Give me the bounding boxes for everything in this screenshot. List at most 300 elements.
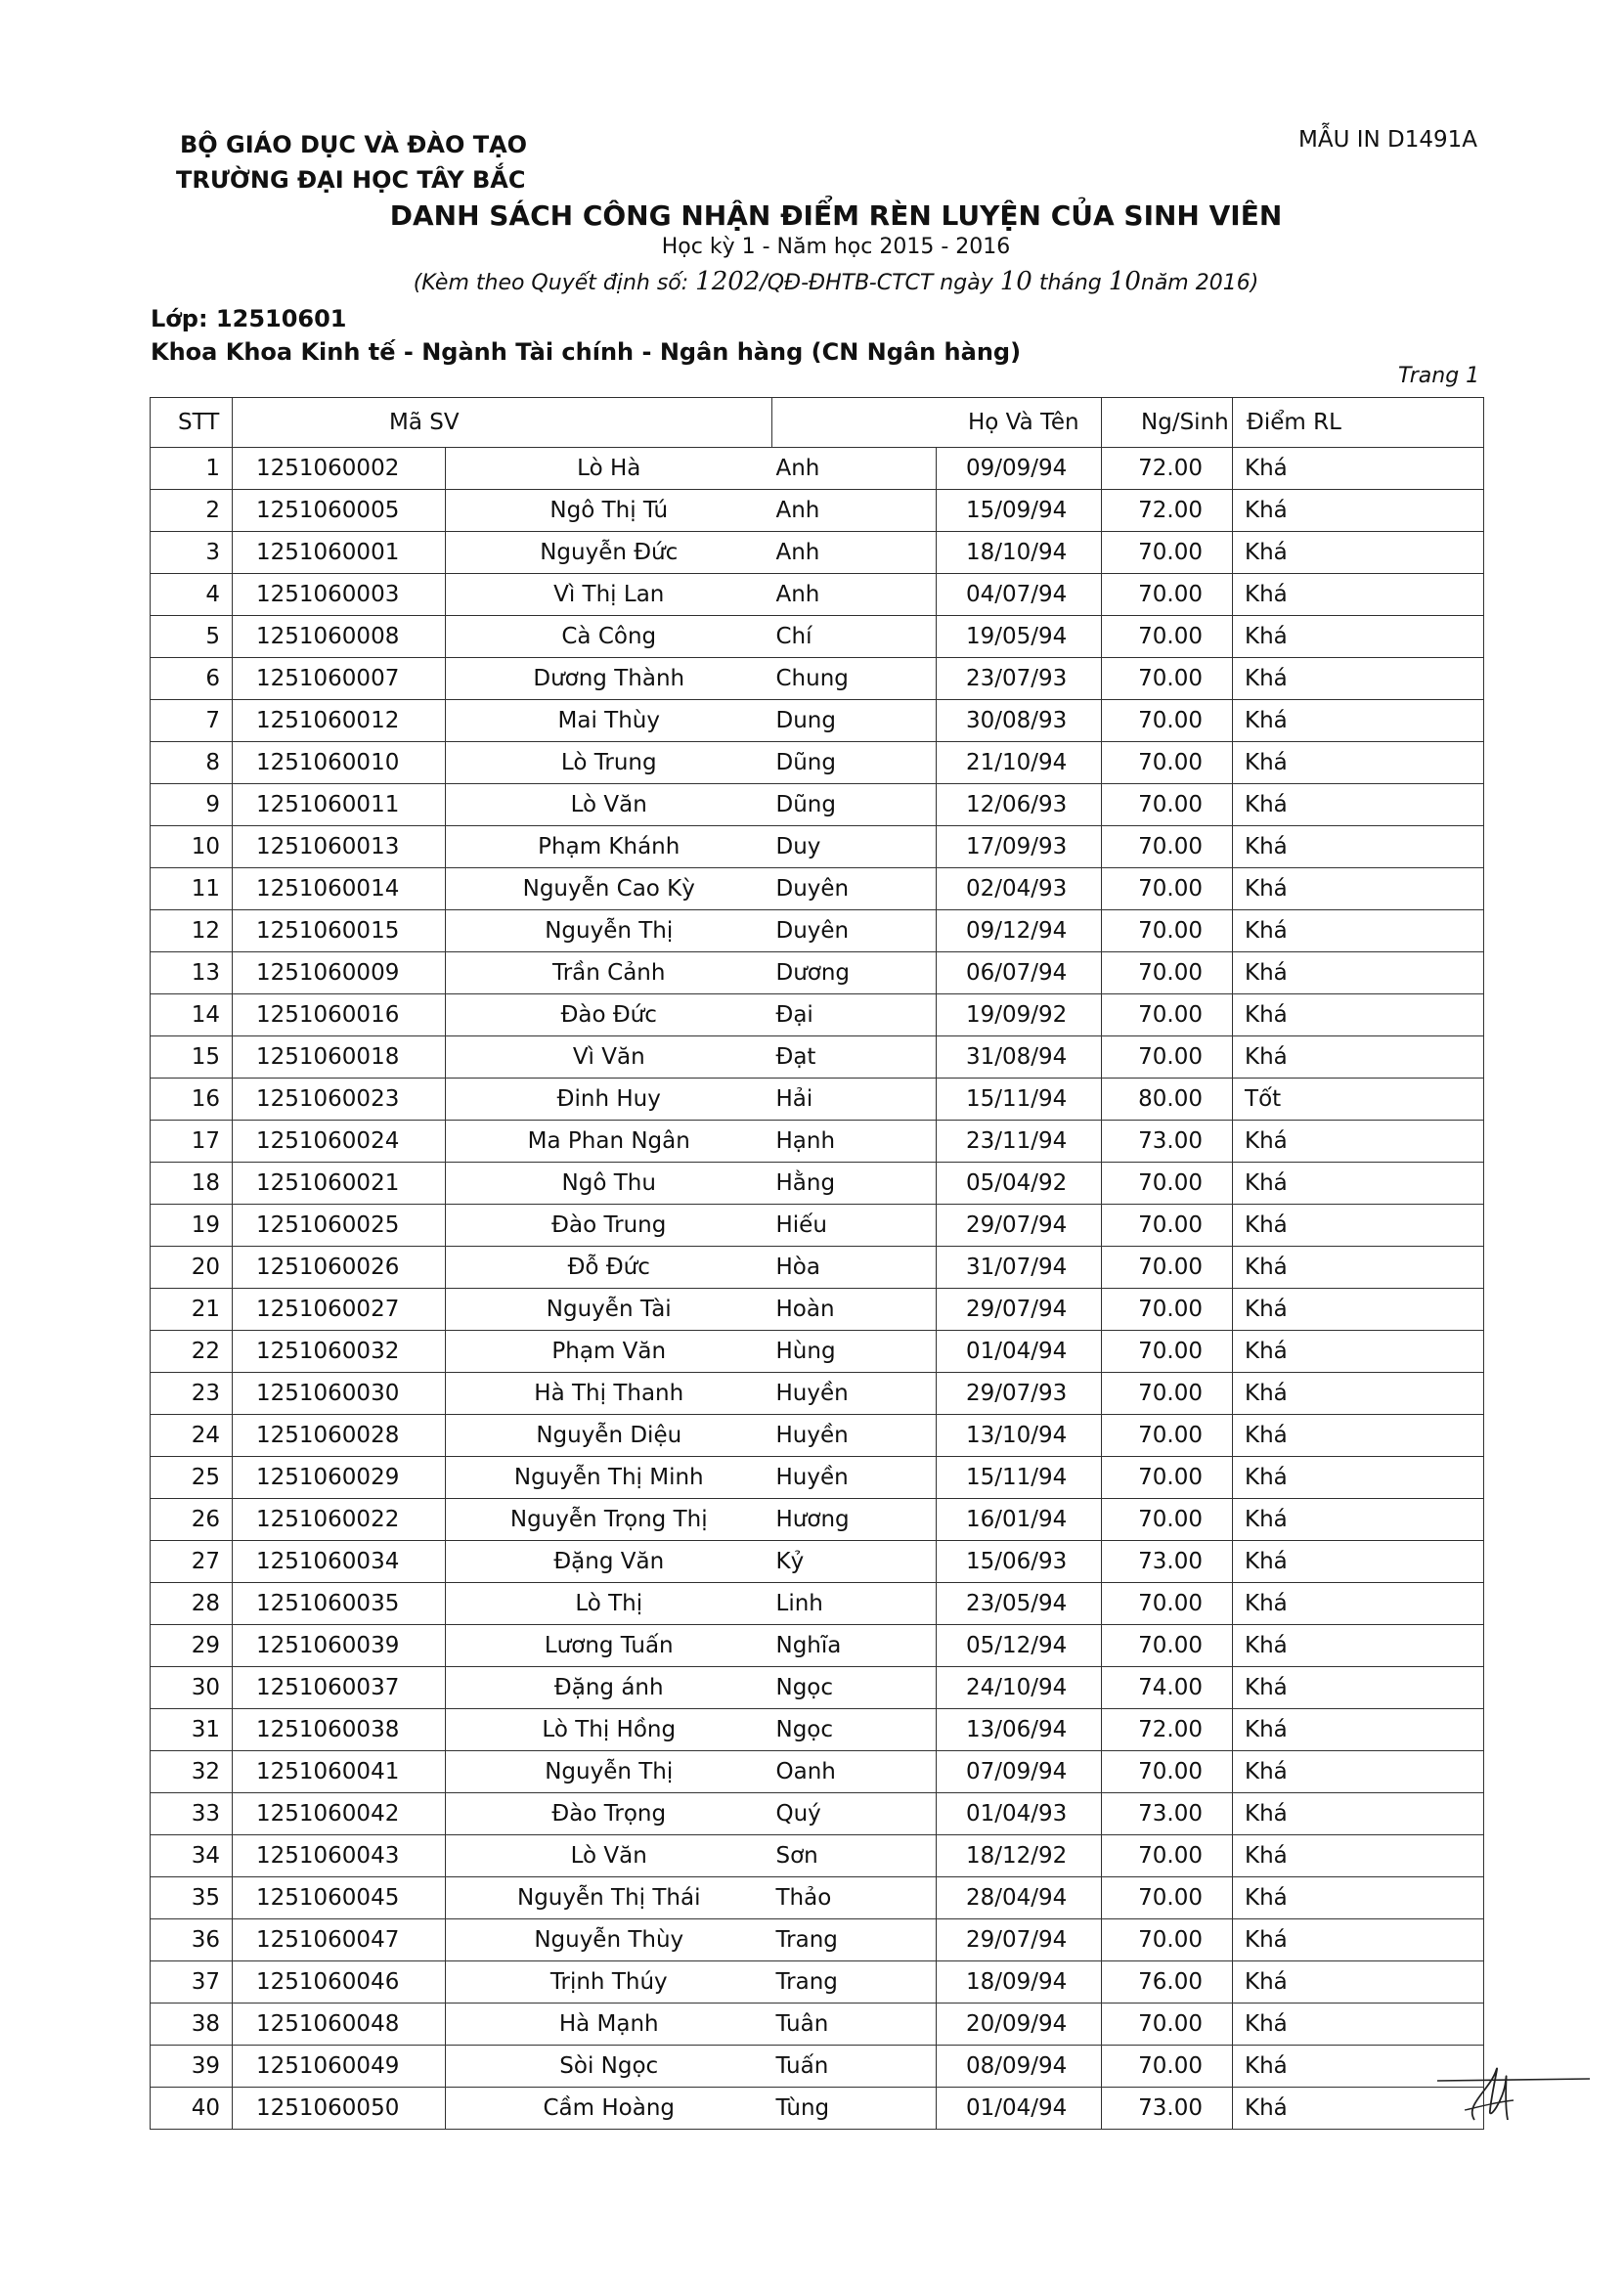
cell-stt: 2: [151, 490, 233, 532]
cell-date-of-birth: 29/07/93: [937, 1373, 1102, 1415]
cell-stt: 30: [151, 1667, 233, 1709]
cell-score: 70.00: [1102, 1751, 1233, 1793]
cell-student-id: 1251060009: [233, 952, 446, 994]
cell-score: 70.00: [1102, 994, 1233, 1036]
cell-stt: 35: [151, 1877, 233, 1919]
cell-date-of-birth: 29/07/94: [937, 1919, 1102, 1961]
cell-score: 70.00: [1102, 1835, 1233, 1877]
table-row: [151, 574, 1484, 616]
cell-last-middle-name: Cầm Hoàng: [446, 2088, 772, 2130]
table-row: [151, 1163, 1484, 1205]
cell-last-middle-name: Đặng ánh: [446, 1667, 772, 1709]
table-row: [151, 490, 1484, 532]
table-row: [151, 784, 1484, 826]
cell-stt: 11: [151, 868, 233, 910]
cell-classification: Khá: [1233, 2004, 1484, 2046]
cell-student-id: 1251060030: [233, 1373, 446, 1415]
cell-first-name: Quý: [772, 1793, 937, 1835]
cell-date-of-birth: 15/09/94: [937, 490, 1102, 532]
cell-last-middle-name: Ma Phan Ngân: [446, 1121, 772, 1163]
form-code: MẪU IN D1491A: [1297, 127, 1477, 153]
cell-score: 70.00: [1102, 1247, 1233, 1289]
cell-student-id: 1251060026: [233, 1247, 446, 1289]
cell-score: 70.00: [1102, 1205, 1233, 1247]
table-row: [151, 700, 1484, 742]
cell-stt: 21: [151, 1289, 233, 1331]
table-row: [151, 2088, 1484, 2130]
table-row: [151, 1205, 1484, 1247]
cell-stt: 39: [151, 2046, 233, 2088]
cell-student-id: 1251060032: [233, 1331, 446, 1373]
cell-classification: Khá: [1233, 1667, 1484, 1709]
cell-student-id: 1251060011: [233, 784, 446, 826]
cell-classification: Khá: [1233, 1457, 1484, 1499]
cell-date-of-birth: 07/09/94: [937, 1751, 1102, 1793]
cell-classification: Khá: [1233, 952, 1484, 994]
cell-score: 73.00: [1102, 1541, 1233, 1583]
cell-score: 73.00: [1102, 1121, 1233, 1163]
cell-date-of-birth: 18/10/94: [937, 532, 1102, 574]
cell-stt: 15: [151, 1036, 233, 1079]
cell-date-of-birth: 16/01/94: [937, 1499, 1102, 1541]
cell-classification: Khá: [1233, 1415, 1484, 1457]
table-row: [151, 1373, 1484, 1415]
semester-line: Học kỳ 1 - Năm học 2015 - 2016: [661, 235, 1011, 259]
cell-stt: 27: [151, 1541, 233, 1583]
cell-stt: 32: [151, 1751, 233, 1793]
cell-student-id: 1251060015: [233, 910, 446, 952]
cell-student-id: 1251060010: [233, 742, 446, 784]
cell-first-name: Chung: [772, 658, 937, 700]
cell-date-of-birth: 13/10/94: [937, 1415, 1102, 1457]
cell-first-name: Trang: [772, 1961, 937, 2004]
cell-first-name: Duyên: [772, 910, 937, 952]
cell-score: 70.00: [1102, 952, 1233, 994]
table-row: [151, 2046, 1484, 2088]
cell-student-id: 1251060007: [233, 658, 446, 700]
cell-stt: 31: [151, 1709, 233, 1751]
cell-last-middle-name: Dương Thành: [446, 658, 772, 700]
cell-last-middle-name: Đào Đức: [446, 994, 772, 1036]
table-row: [151, 910, 1484, 952]
cell-student-id: 1251060049: [233, 2046, 446, 2088]
cell-first-name: Kỷ: [772, 1541, 937, 1583]
cell-score: 70.00: [1102, 1415, 1233, 1457]
col-header-name: Họ Và Tên: [772, 398, 1102, 448]
cell-last-middle-name: Cà Công: [446, 616, 772, 658]
cell-classification: Khá: [1233, 1541, 1484, 1583]
cell-last-middle-name: Nguyễn Cao Kỳ: [446, 868, 772, 910]
cell-stt: 33: [151, 1793, 233, 1835]
decision-month-label: tháng: [1038, 271, 1102, 295]
cell-classification: Khá: [1233, 1205, 1484, 1247]
cell-first-name: Huyền: [772, 1373, 937, 1415]
cell-student-id: 1251060038: [233, 1709, 446, 1751]
cell-score: 70.00: [1102, 1036, 1233, 1079]
cell-score: 74.00: [1102, 1667, 1233, 1709]
cell-first-name: Anh: [772, 448, 937, 490]
cell-stt: 14: [151, 994, 233, 1036]
cell-student-id: 1251060012: [233, 700, 446, 742]
decision-number: 1202: [695, 267, 761, 296]
cell-student-id: 1251060050: [233, 2088, 446, 2130]
cell-date-of-birth: 20/09/94: [937, 2004, 1102, 2046]
cell-first-name: Dũng: [772, 742, 937, 784]
decision-day: 10: [999, 267, 1032, 296]
cell-date-of-birth: 17/09/93: [937, 826, 1102, 868]
cell-score: 70.00: [1102, 1919, 1233, 1961]
cell-date-of-birth: 01/04/94: [937, 1331, 1102, 1373]
table-row: [151, 826, 1484, 868]
cell-classification: Khá: [1233, 868, 1484, 910]
cell-score: 70.00: [1102, 532, 1233, 574]
cell-first-name: Hoàn: [772, 1289, 937, 1331]
cell-score: 70.00: [1102, 700, 1233, 742]
cell-student-id: 1251060027: [233, 1289, 446, 1331]
cell-score: 70.00: [1102, 1163, 1233, 1205]
cell-last-middle-name: Đào Trung: [446, 1205, 772, 1247]
cell-first-name: Duyên: [772, 868, 937, 910]
cell-score: 70.00: [1102, 1877, 1233, 1919]
table-row: [151, 1121, 1484, 1163]
table-row: [151, 1331, 1484, 1373]
cell-date-of-birth: 23/05/94: [937, 1583, 1102, 1625]
cell-first-name: Tuân: [772, 2004, 937, 2046]
cell-classification: Khá: [1233, 1247, 1484, 1289]
cell-last-middle-name: Nguyễn Trọng Thị: [446, 1499, 772, 1541]
ministry-name: BỘ GIÁO DỤC VÀ ĐÀO TẠO: [180, 131, 528, 158]
table-row: [151, 1289, 1484, 1331]
cell-classification: Khá: [1233, 784, 1484, 826]
cell-score: 70.00: [1102, 2004, 1233, 2046]
cell-score: 70.00: [1102, 1583, 1233, 1625]
cell-stt: 22: [151, 1331, 233, 1373]
cell-classification: Khá: [1233, 574, 1484, 616]
col-header-student-id: [233, 398, 772, 448]
cell-student-id: 1251060045: [233, 1877, 446, 1919]
cell-first-name: Đạt: [772, 1036, 937, 1079]
table-row: [151, 1625, 1484, 1667]
cell-student-id: 1251060008: [233, 616, 446, 658]
cell-last-middle-name: Lương Tuấn: [446, 1625, 772, 1667]
cell-last-middle-name: Nguyễn Thị Minh: [446, 1457, 772, 1499]
cell-date-of-birth: 12/06/93: [937, 784, 1102, 826]
cell-classification: Khá: [1233, 1625, 1484, 1667]
class-label: Lớp: 12510601: [151, 305, 347, 332]
page-number: Trang 1: [1398, 364, 1480, 388]
table-row: [151, 1583, 1484, 1625]
decision-month: 10: [1108, 267, 1141, 296]
cell-stt: 25: [151, 1457, 233, 1499]
cell-date-of-birth: 09/09/94: [937, 448, 1102, 490]
cell-classification: Khá: [1233, 1499, 1484, 1541]
cell-student-id: 1251060005: [233, 490, 446, 532]
decision-line: [0, 267, 1624, 296]
cell-last-middle-name: Nguyễn Tài: [446, 1289, 772, 1331]
cell-classification: Khá: [1233, 1961, 1484, 2004]
table-row: [151, 1079, 1484, 1121]
cell-classification: Khá: [1233, 1163, 1484, 1205]
cell-date-of-birth: 02/04/93: [937, 868, 1102, 910]
cell-last-middle-name: Lò Văn: [446, 784, 772, 826]
cell-first-name: Hạnh: [772, 1121, 937, 1163]
cell-last-middle-name: Vì Văn: [446, 1036, 772, 1079]
table-row: [151, 1919, 1484, 1961]
table-row: [151, 1499, 1484, 1541]
col-header-score: Điểm RL: [1233, 398, 1484, 448]
cell-classification: Khá: [1233, 532, 1484, 574]
cell-student-id: 1251060029: [233, 1457, 446, 1499]
cell-stt: 36: [151, 1919, 233, 1961]
cell-last-middle-name: Ngô Thị Tú: [446, 490, 772, 532]
cell-score: 72.00: [1102, 448, 1233, 490]
cell-last-middle-name: Nguyễn Thị Thái: [446, 1877, 772, 1919]
cell-first-name: Dung: [772, 700, 937, 742]
cell-classification: Khá: [1233, 700, 1484, 742]
cell-stt: 23: [151, 1373, 233, 1415]
cell-classification: Khá: [1233, 1709, 1484, 1751]
table-row: [151, 1709, 1484, 1751]
cell-last-middle-name: Nguyễn Diệu: [446, 1415, 772, 1457]
cell-score: 70.00: [1102, 2046, 1233, 2088]
cell-classification: Khá: [1233, 1919, 1484, 1961]
cell-date-of-birth: 21/10/94: [937, 742, 1102, 784]
cell-student-id: 1251060021: [233, 1163, 446, 1205]
table-row: [151, 658, 1484, 700]
cell-first-name: Dũng: [772, 784, 937, 826]
cell-score: 70.00: [1102, 658, 1233, 700]
faculty-label: Khoa Khoa Kinh tế - Ngành Tài chính - Ngân hàng (CN Ngân hàng): [151, 338, 1022, 366]
cell-student-id: 1251060043: [233, 1835, 446, 1877]
cell-last-middle-name: Nguyễn Thị: [446, 1751, 772, 1793]
cell-score: 70.00: [1102, 1625, 1233, 1667]
cell-classification: Tốt: [1233, 1079, 1484, 1121]
cell-stt: 1: [151, 448, 233, 490]
cell-last-middle-name: Lò Thị: [446, 1583, 772, 1625]
cell-score: 70.00: [1102, 574, 1233, 616]
cell-student-id: 1251060003: [233, 574, 446, 616]
cell-stt: 17: [151, 1121, 233, 1163]
cell-classification: Khá: [1233, 490, 1484, 532]
cell-date-of-birth: 04/07/94: [937, 574, 1102, 616]
cell-date-of-birth: 09/12/94: [937, 910, 1102, 952]
cell-date-of-birth: 15/06/93: [937, 1541, 1102, 1583]
cell-score: 70.00: [1102, 616, 1233, 658]
cell-student-id: 1251060001: [233, 532, 446, 574]
cell-score: 70.00: [1102, 1373, 1233, 1415]
cell-score: 70.00: [1102, 868, 1233, 910]
document-title: DANH SÁCH CÔNG NHẬN ĐIỂM RÈN LUYỆN CỦA SINH VIÊN: [389, 199, 1283, 232]
decision-middle: /QĐ-ĐHTB-CTCT ngày: [760, 271, 993, 295]
cell-last-middle-name: Hà Thị Thanh: [446, 1373, 772, 1415]
university-name: TRƯỜNG ĐẠI HỌC TÂY BẮC: [176, 166, 526, 194]
cell-classification: Khá: [1233, 1835, 1484, 1877]
cell-student-id: 1251060047: [233, 1919, 446, 1961]
cell-classification: Khá: [1233, 448, 1484, 490]
cell-score: 70.00: [1102, 910, 1233, 952]
table-row: [151, 1667, 1484, 1709]
table-row: [151, 994, 1484, 1036]
cell-score: 70.00: [1102, 742, 1233, 784]
cell-stt: 10: [151, 826, 233, 868]
cell-first-name: Hòa: [772, 1247, 937, 1289]
cell-date-of-birth: 19/05/94: [937, 616, 1102, 658]
cell-stt: 34: [151, 1835, 233, 1877]
cell-student-id: 1251060025: [233, 1205, 446, 1247]
cell-date-of-birth: 08/09/94: [937, 2046, 1102, 2088]
cell-stt: 9: [151, 784, 233, 826]
cell-last-middle-name: Đỗ Đức: [446, 1247, 772, 1289]
table-row: [151, 1877, 1484, 1919]
cell-classification: Khá: [1233, 1373, 1484, 1415]
cell-date-of-birth: 29/07/94: [937, 1205, 1102, 1247]
cell-classification: Khá: [1233, 1583, 1484, 1625]
decision-prefix: (Kèm theo Quyết định số:: [413, 271, 689, 295]
cell-date-of-birth: 23/11/94: [937, 1121, 1102, 1163]
cell-score: 73.00: [1102, 2088, 1233, 2130]
cell-classification: Khá: [1233, 1121, 1484, 1163]
cell-date-of-birth: 05/04/92: [937, 1163, 1102, 1205]
cell-student-id: 1251060002: [233, 448, 446, 490]
cell-stt: 3: [151, 532, 233, 574]
cell-date-of-birth: 23/07/93: [937, 658, 1102, 700]
cell-first-name: Chí: [772, 616, 937, 658]
cell-last-middle-name: Đặng Văn: [446, 1541, 772, 1583]
cell-student-id: 1251060035: [233, 1583, 446, 1625]
cell-date-of-birth: 05/12/94: [937, 1625, 1102, 1667]
cell-classification: Khá: [1233, 1331, 1484, 1373]
cell-last-middle-name: Phạm Văn: [446, 1331, 772, 1373]
cell-first-name: Ngọc: [772, 1667, 937, 1709]
cell-stt: 26: [151, 1499, 233, 1541]
table-row: [151, 1247, 1484, 1289]
cell-stt: 4: [151, 574, 233, 616]
cell-classification: Khá: [1233, 2088, 1484, 2130]
cell-classification: Khá: [1233, 1751, 1484, 1793]
cell-first-name: Anh: [772, 574, 937, 616]
cell-first-name: Hiếu: [772, 1205, 937, 1247]
cell-student-id: 1251060014: [233, 868, 446, 910]
cell-stt: 13: [151, 952, 233, 994]
cell-last-middle-name: Nguyễn Thị: [446, 910, 772, 952]
table-body: [151, 448, 1484, 2130]
cell-classification: Khá: [1233, 994, 1484, 1036]
cell-student-id: 1251060034: [233, 1541, 446, 1583]
cell-last-middle-name: Lò Thị Hồng: [446, 1709, 772, 1751]
cell-stt: 19: [151, 1205, 233, 1247]
table-row: [151, 1961, 1484, 2004]
col-header-stt: STT: [151, 398, 233, 448]
table-row: [151, 1793, 1484, 1835]
cell-first-name: Hương: [772, 1499, 937, 1541]
cell-stt: 7: [151, 700, 233, 742]
cell-student-id: 1251060046: [233, 1961, 446, 2004]
cell-score: 70.00: [1102, 784, 1233, 826]
cell-date-of-birth: 24/10/94: [937, 1667, 1102, 1709]
cell-student-id: 1251060023: [233, 1079, 446, 1121]
cell-student-id: 1251060037: [233, 1667, 446, 1709]
cell-date-of-birth: 19/09/92: [937, 994, 1102, 1036]
cell-date-of-birth: 06/07/94: [937, 952, 1102, 994]
cell-first-name: Sơn: [772, 1835, 937, 1877]
cell-last-middle-name: Hà Mạnh: [446, 2004, 772, 2046]
cell-date-of-birth: 15/11/94: [937, 1457, 1102, 1499]
cell-last-middle-name: Ngô Thu: [446, 1163, 772, 1205]
cell-first-name: Dương: [772, 952, 937, 994]
cell-score: 72.00: [1102, 490, 1233, 532]
cell-first-name: Huyền: [772, 1457, 937, 1499]
decision-suffix: năm 2016): [1140, 271, 1259, 295]
cell-first-name: Anh: [772, 532, 937, 574]
cell-last-middle-name: Lò Trung: [446, 742, 772, 784]
cell-stt: 29: [151, 1625, 233, 1667]
cell-date-of-birth: 28/04/94: [937, 1877, 1102, 1919]
cell-first-name: Duy: [772, 826, 937, 868]
cell-score: 80.00: [1102, 1079, 1233, 1121]
cell-last-middle-name: Đinh Huy: [446, 1079, 772, 1121]
cell-student-id: 1251060013: [233, 826, 446, 868]
cell-first-name: Hải: [772, 1079, 937, 1121]
cell-student-id: 1251060041: [233, 1751, 446, 1793]
cell-stt: 8: [151, 742, 233, 784]
cell-last-middle-name: Vì Thị Lan: [446, 574, 772, 616]
cell-first-name: Linh: [772, 1583, 937, 1625]
cell-date-of-birth: 29/07/94: [937, 1289, 1102, 1331]
cell-date-of-birth: 30/08/93: [937, 700, 1102, 742]
cell-first-name: Ngọc: [772, 1709, 937, 1751]
cell-classification: Khá: [1233, 616, 1484, 658]
cell-student-id: 1251060048: [233, 2004, 446, 2046]
table-row: [151, 448, 1484, 490]
cell-score: 76.00: [1102, 1961, 1233, 2004]
table-row: [151, 868, 1484, 910]
cell-classification: Khá: [1233, 1793, 1484, 1835]
cell-student-id: 1251060016: [233, 994, 446, 1036]
cell-first-name: Hằng: [772, 1163, 937, 1205]
cell-last-middle-name: Đào Trọng: [446, 1793, 772, 1835]
cell-score: 70.00: [1102, 826, 1233, 868]
cell-classification: Khá: [1233, 742, 1484, 784]
cell-student-id: 1251060024: [233, 1121, 446, 1163]
cell-first-name: Nghĩa: [772, 1625, 937, 1667]
cell-stt: 16: [151, 1079, 233, 1121]
cell-classification: Khá: [1233, 1877, 1484, 1919]
cell-date-of-birth: 01/04/94: [937, 2088, 1102, 2130]
cell-first-name: Tùng: [772, 2088, 937, 2130]
cell-first-name: Tuấn: [772, 2046, 937, 2088]
cell-stt: 40: [151, 2088, 233, 2130]
cell-first-name: Huyền: [772, 1415, 937, 1457]
cell-last-middle-name: Trịnh Thúy: [446, 1961, 772, 2004]
cell-score: 70.00: [1102, 1457, 1233, 1499]
cell-date-of-birth: 18/12/92: [937, 1835, 1102, 1877]
cell-student-id: 1251060042: [233, 1793, 446, 1835]
cell-stt: 6: [151, 658, 233, 700]
cell-student-id: 1251060022: [233, 1499, 446, 1541]
cell-last-middle-name: Trần Cảnh: [446, 952, 772, 994]
cell-first-name: Anh: [772, 490, 937, 532]
cell-last-middle-name: Nguyễn Thùy: [446, 1919, 772, 1961]
cell-last-middle-name: Nguyễn Đức: [446, 532, 772, 574]
table-row: [151, 1751, 1484, 1793]
cell-last-middle-name: Sòi Ngọc: [446, 2046, 772, 2088]
cell-student-id: 1251060018: [233, 1036, 446, 1079]
cell-classification: Khá: [1233, 1036, 1484, 1079]
student-table: [150, 397, 1484, 2130]
cell-classification: Khá: [1233, 658, 1484, 700]
cell-classification: Khá: [1233, 2046, 1484, 2088]
cell-classification: Khá: [1233, 910, 1484, 952]
